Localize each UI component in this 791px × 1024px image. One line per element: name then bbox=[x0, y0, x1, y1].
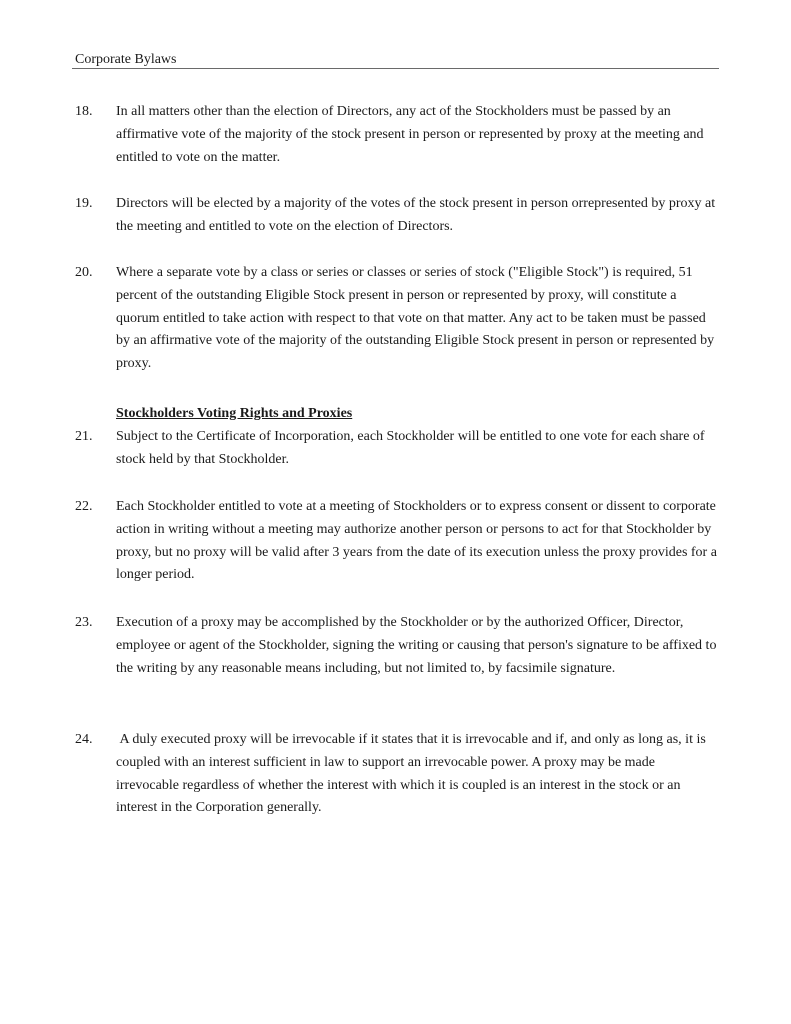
section-text: Where a separate vote by a class or series or classes or series of stock ("Eligible Stock") is required, 51 percent of the outstanding Eligible Stock present in person or represented by proxy, will constitute a quorum entitled to take action with respect to that vote on that matter. Any act to be taken must be passed by an affirmative vote of the majority of the outstanding Eligible Stock present in person or represented by proxy. bbox=[116, 265, 715, 372]
section-number: 24. bbox=[75, 732, 93, 747]
section-number: 21. bbox=[75, 429, 93, 444]
section-text: A duly executed proxy will be irrevocable if it states that it is irrevocable and if, and only as long as, it is coupled with an interest sufficient in law to support an irrevocable power. A proxy may be made irrevocable regardless of whether the interest with which it is coupled is an interest in the stock or an interest in the Corporation generally. bbox=[116, 732, 710, 816]
section-number: 23. bbox=[75, 615, 93, 630]
running-header: Corporate Bylaws bbox=[75, 52, 177, 67]
section-subheading: Stockholders Voting Rights and Proxies bbox=[116, 406, 353, 421]
section-number: 20. bbox=[75, 265, 93, 280]
section-number: 22. bbox=[75, 499, 93, 514]
section-number: 18. bbox=[75, 104, 93, 119]
header-rule bbox=[72, 68, 719, 69]
section-number: 19. bbox=[75, 196, 93, 211]
section-text: Directors will be elected by a majority of the votes of the stock present in person orrepresented by proxy at the meeting and entitled to vote on the election of Directors. bbox=[116, 196, 716, 234]
section-text: Execution of a proxy may be accomplished by the Stockholder or by the authorized Officer, Director, employee or agent of the Stockholder, signing the writing or causing that person's signature to be affixed to the writing by any reasonable means including, but not limited to, by facsimile signature. bbox=[116, 615, 717, 676]
section-text: In all matters other than the election of Directors, any act of the Stockholders must be passed by an affirmative vote of the majority of the stock present in person or represented by proxy at the meeting and entitled to vote on the matter. bbox=[116, 104, 704, 165]
section-text: Each Stockholder entitled to vote at a meeting of Stockholders or to express consent or dissent to corporate action in writing without a meeting may authorize another person or persons to act for that Stockholder by proxy, but no proxy will be valid after 3 years from the date of its execution unless the proxy provides for a longer period. bbox=[116, 499, 717, 583]
section-text: Subject to the Certificate of Incorporation, each Stockholder will be entitled to one vote for each share of stock held by that Stockholder. bbox=[116, 429, 705, 467]
